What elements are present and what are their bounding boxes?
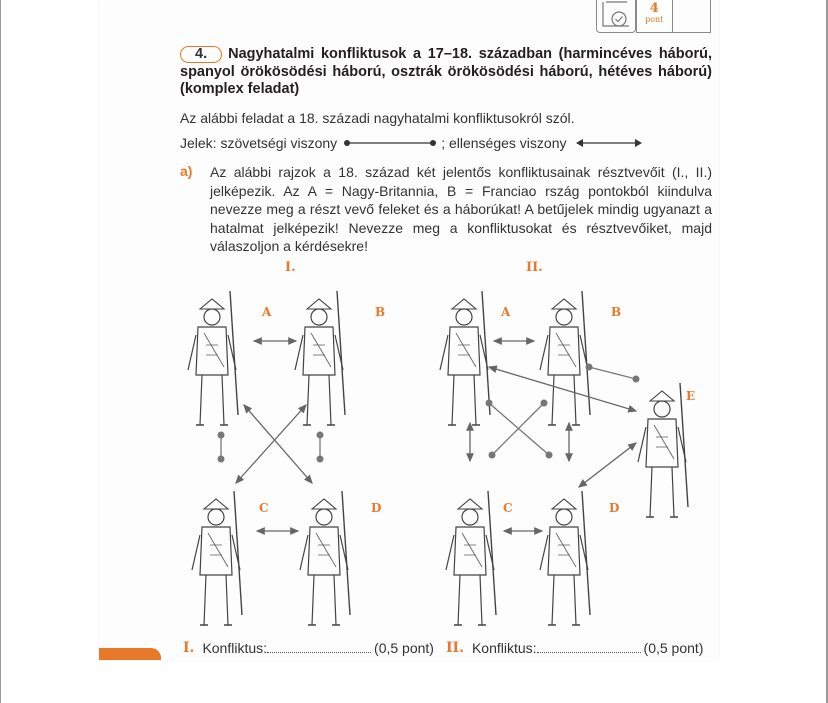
panel1-enemy-a-d — [244, 405, 312, 483]
panel1-label-a: A — [262, 305, 272, 319]
book-check-icon — [596, 0, 636, 33]
score-cell — [636, 0, 673, 33]
panel2-alliance-a-d — [486, 400, 553, 459]
panel2-label-d: D — [609, 501, 620, 515]
panel1-alliance-a-c — [218, 432, 225, 463]
score-entry-cell[interactable] — [673, 0, 711, 33]
subtask-label: a) — [180, 163, 193, 179]
answer-1-label: Konfliktus: — [202, 640, 268, 656]
answer-2-roman: II. — [445, 640, 464, 656]
legend — [180, 135, 644, 151]
alliance-line-icon — [343, 137, 439, 149]
legend-separator: ; ellenséges viszony — [441, 135, 567, 151]
panel1-enemy-b-c — [236, 405, 306, 483]
answer-2-points: (0,5 pont) — [643, 640, 704, 656]
panel1-label-d: D — [371, 501, 382, 515]
panel2-label-c: C — [503, 501, 513, 515]
task-number: 4. — [180, 46, 222, 63]
panel2-soldier-c — [446, 491, 496, 625]
answer-row — [183, 640, 713, 656]
task-heading — [180, 46, 712, 99]
panel2-alliance-b-e — [586, 364, 640, 383]
panel1-soldier-a — [188, 291, 238, 425]
answer-1-field[interactable] — [267, 640, 371, 653]
answer-2-label: Konfliktus: — [471, 640, 537, 656]
viewer-left-edge — [0, 0, 1, 703]
panel1-label-b: B — [375, 305, 386, 319]
panel1-soldier-c — [192, 491, 242, 625]
panel2-enemy-c-e — [579, 443, 636, 487]
panel1-label-c: C — [259, 501, 269, 515]
panel2-alliance-b-c — [489, 400, 548, 459]
panel1-title: I. — [285, 260, 296, 275]
panel2-soldier-e — [638, 383, 688, 517]
panel1-alliance-b-d — [317, 432, 324, 463]
answer-1-points: (0,5 pont) — [374, 640, 434, 656]
panel2-soldier-d — [540, 491, 590, 625]
task-title: Nagyhatalmi konfliktusok a 17–18. században (harmincéves háború, spanyol örökösödési háború, osztrák örökösödési háború, hétéves háború) (komplex feladat) — [180, 46, 712, 97]
answer-2-field[interactable] — [537, 640, 641, 653]
score-unit: pont — [645, 14, 664, 24]
document-page — [99, 0, 719, 660]
panel2-soldier-b — [540, 291, 590, 425]
panel1-soldier-d — [300, 491, 350, 625]
conflict-figure — [174, 255, 719, 640]
score-box — [596, 0, 711, 32]
panel2-label-a: A — [501, 305, 511, 319]
panel2-title: II. — [526, 260, 543, 275]
panel2-label-b: B — [611, 305, 622, 319]
page-number-tab — [99, 648, 161, 660]
panel1-soldier-b — [295, 291, 345, 425]
panel2-label-e: E — [686, 389, 696, 403]
answer-1-roman: I. — [183, 640, 195, 656]
enemy-arrow-icon — [574, 137, 644, 149]
score-value: 4 — [649, 0, 659, 16]
legend-prefix: Jelek: szövetségi viszony — [180, 135, 338, 151]
panel2-soldier-a — [440, 291, 490, 425]
intro-text: Az alábbi feladat a 18. századi nagyhatalmi konfliktusokról szól. — [180, 110, 575, 126]
subtask-text: Az alábbi rajzok a 18. század két jelentős konfliktusainak résztvevőit (I., II.) jelképezik. Az A = Nagy-Britannia, B = Franciao rszág pontokból kiindulva nevezze meg a részt vevő feleket és a háborúkat! A betűjelek mindig ugyanazt a hatalmat jelképezik! Nevezze meg a konfliktusokat és résztvevőiket, majd válaszoljon a kérdésekre! — [210, 164, 712, 254]
